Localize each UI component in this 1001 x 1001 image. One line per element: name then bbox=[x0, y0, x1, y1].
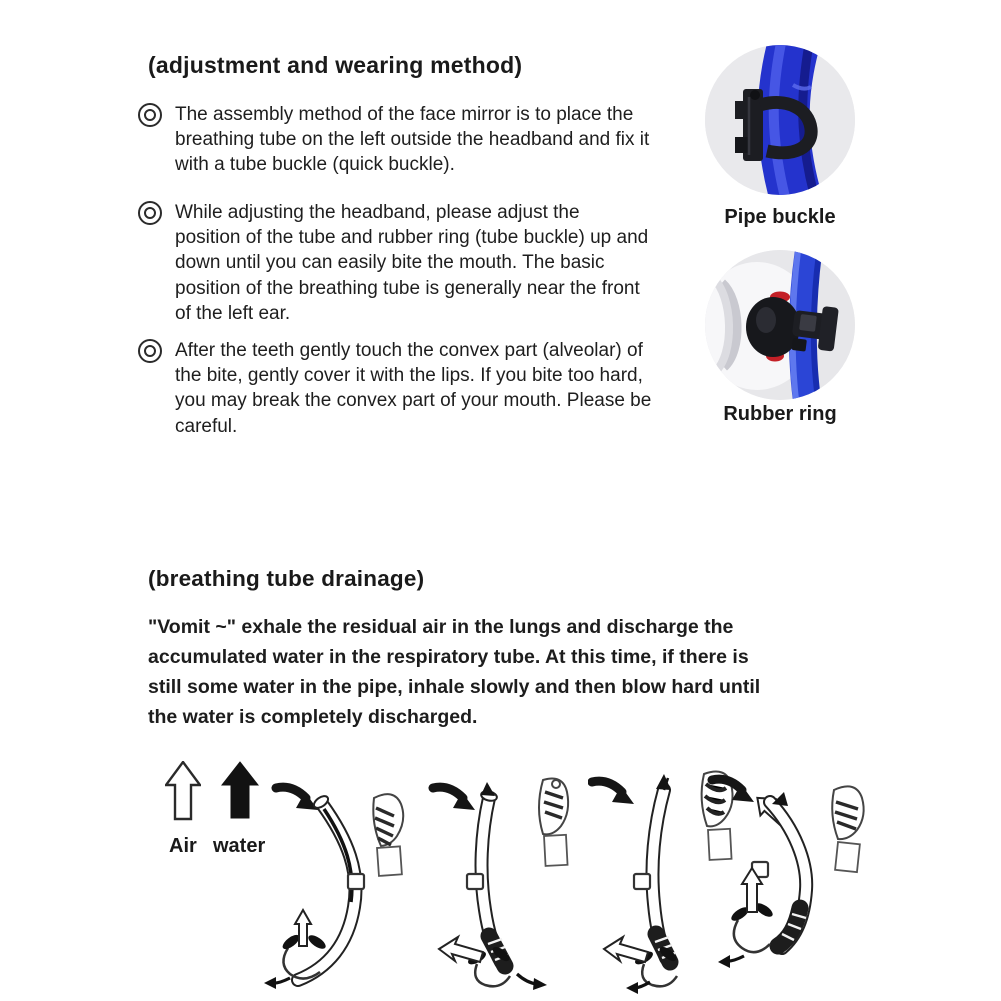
double-circle-bullet-inner bbox=[144, 109, 156, 121]
double-circle-bullet-icon bbox=[138, 201, 162, 225]
text-line: of the left ear. bbox=[175, 302, 291, 324]
pipe-buckle-photo-art bbox=[705, 45, 855, 195]
water-outflow-arrow-icon bbox=[517, 974, 547, 990]
water-legend-label: water bbox=[213, 835, 266, 857]
bullet-item-2 bbox=[138, 200, 648, 326]
text-line: down until you can easily bite the mouth. The basic bbox=[175, 252, 605, 274]
snorkel-tube bbox=[298, 794, 364, 980]
text-line: While adjusting the headband, please adjust the bbox=[175, 202, 580, 223]
rubber-ring-photo-art bbox=[705, 250, 855, 400]
water-inflow-arrow-icon bbox=[276, 787, 318, 810]
water-inflow-arrow-icon bbox=[433, 787, 475, 810]
text-line: breathing tube on the left outside the headband and fix it bbox=[175, 129, 650, 151]
mouthpiece-detail bbox=[539, 779, 568, 866]
bullet-item-3 bbox=[138, 338, 651, 439]
bullet-item-1 bbox=[138, 102, 649, 178]
drainage-paragraph bbox=[148, 612, 760, 732]
section-adjustment-title: (adjustment and wearing method) bbox=[148, 52, 523, 78]
pipe-buckle-label: Pipe buckle bbox=[724, 206, 836, 228]
text-line: the water is completely discharged. bbox=[148, 706, 478, 728]
mouthpiece bbox=[729, 868, 775, 952]
rubber-ring-label: Rubber ring bbox=[723, 403, 837, 425]
water-arrow-icon bbox=[221, 761, 259, 819]
air-outflow-arrow-icon bbox=[439, 937, 483, 962]
bullet-1-text bbox=[175, 102, 649, 178]
snorkel-tube bbox=[634, 774, 675, 962]
mouthpiece-detail bbox=[832, 786, 863, 872]
section-drainage-title: (breathing tube drainage) bbox=[148, 566, 425, 591]
snorkel-drainage-figure-2 bbox=[425, 758, 585, 1000]
pipe-buckle-photo bbox=[705, 45, 855, 195]
rubber-ring-photo bbox=[705, 250, 855, 400]
text-line: the bite, gently cover it with the lips. If you bite too hard, bbox=[175, 365, 643, 387]
water-inflow-arrow-icon bbox=[592, 781, 634, 804]
text-line: with a tube buckle (quick buckle). bbox=[175, 154, 455, 176]
air-outflow-arrow-icon bbox=[604, 937, 648, 962]
water-outflow-arrow-icon bbox=[718, 955, 744, 968]
bullet-3-text bbox=[175, 338, 651, 439]
double-circle-bullet-inner bbox=[144, 207, 156, 219]
double-circle-bullet-icon bbox=[138, 103, 162, 127]
text-line: accumulated water in the respiratory tube. At this time, if there is bbox=[148, 646, 749, 668]
text-line: position of the breathing tube is generally near the front bbox=[175, 277, 640, 299]
water-outflow-arrow-icon bbox=[626, 982, 650, 994]
water-outflow-arrow-icon bbox=[264, 977, 290, 989]
water-inflow-arrow-icon bbox=[712, 779, 754, 802]
text-line: "Vomit ~" exhale the residual air in the lungs and discharge the bbox=[148, 616, 734, 638]
snorkel-drainage-figure-1 bbox=[258, 752, 423, 1000]
bullet-2-text bbox=[175, 200, 648, 326]
text-line: position of the tube and rubber ring (tube buckle) up and bbox=[175, 227, 649, 249]
snorkel-drainage-figure-4 bbox=[700, 750, 900, 1000]
text-line: still some water in the pipe, inhale slowly and then blow hard until bbox=[148, 676, 761, 698]
mouthpiece-detail bbox=[373, 794, 403, 876]
text-line: careful. bbox=[175, 415, 238, 437]
text-line: After the teeth gently touch the convex part (alveolar) of bbox=[175, 340, 643, 361]
text-line: you may break the convex part of your mouth. Please be bbox=[175, 390, 652, 412]
double-circle-bullet-icon bbox=[138, 339, 162, 363]
double-circle-bullet-inner bbox=[144, 345, 156, 357]
air-legend-label: Air bbox=[169, 835, 197, 857]
air-arrow-icon bbox=[165, 761, 201, 821]
text-line: The assembly method of the face mirror is to place the bbox=[175, 104, 634, 125]
